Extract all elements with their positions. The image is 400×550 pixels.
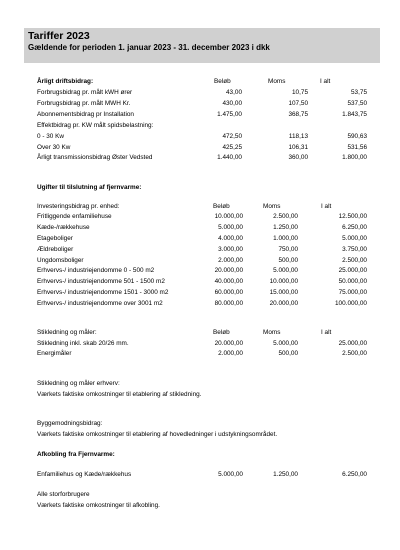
table-row-label: Energimåler [37,350,72,357]
vat-cell: 500,00 [278,257,298,264]
col-header-vat: Moms [263,329,281,336]
amount-cell: 40.000,00 [214,278,243,285]
vat-cell: 750,00 [278,246,298,253]
amount-cell: 60.000,00 [214,289,243,296]
amount-cell: 430,00 [222,100,242,107]
total-cell: 1.800,00 [342,154,367,161]
stik-subheading: Stikledning og måler: [37,329,97,336]
total-cell: 2.500,00 [342,257,367,264]
amount-cell: 425,25 [222,144,242,151]
table-row-label: Forbrugsbidrag pr. målt kWH ører [37,89,133,96]
amount-cell: 80.000,00 [214,300,243,307]
vat-cell: 2.500,00 [273,213,298,220]
vat-cell: 5.000,00 [273,267,298,274]
total-cell: 12.500,00 [338,213,367,220]
bygge-text: Værkets faktiske omkostninger til etablering af hovedledninger i udstykningsområdet. [37,431,278,438]
total-cell: 531,56 [347,144,367,151]
col-header-vat: Moms [263,203,281,210]
amount-cell: 10.000,00 [214,213,243,220]
amount-cell: 4.000,00 [218,235,243,242]
vat-cell: 10,75 [292,89,308,96]
invest-subheading: Investeringsbidrag pr. enhed: [37,203,120,210]
amount-cell: 3.000,00 [218,246,243,253]
total-cell: 75.000,00 [338,289,367,296]
vat-cell: 500,00 [278,350,298,357]
vat-cell: 20.000,00 [269,300,298,307]
vat-cell: 1.000,00 [273,235,298,242]
erhverv-text: Værkets faktiske omkostninger til etablering af stikledning. [37,391,202,398]
total-cell: 6.250,00 [342,471,367,478]
table-row-label: Erhvervs-/ industriejendomme 1501 - 3000 m2 [37,289,169,296]
total-cell: 3.750,00 [342,246,367,253]
amount-cell: 20.000,00 [214,267,243,274]
col-header-vat: Moms [268,78,286,85]
bygge-title: Byggemodningsbidrag: [37,420,103,427]
col-header-total: I alt [321,329,332,336]
afkobling-heading: Afkobling fra Fjernvarme: [37,451,115,458]
udgifter-heading: Ugifter til tilslutning af fjernvarme: [37,184,142,191]
afkobling-row-label: Enfamiliehus og Kæde/rækkehus [37,471,132,478]
col-header-amount: Beløb [213,203,230,210]
vat-cell: 5.000,00 [273,340,298,347]
table-row-label: Ungdomsboliger [37,257,84,264]
table-row-label: 0 - 30 Kw [37,133,64,140]
vat-cell: 106,31 [288,144,308,151]
amount-cell: 5.000,00 [218,224,243,231]
page-subtitle: Gældende for perioden 1. januar 2023 - 31. december 2023 i dkk [28,43,270,52]
table-row-label: Årligt transmissionsbidrag Øster Vedsted [37,154,153,161]
stor-title: Alle storforbrugere [37,491,90,498]
total-cell: 25.000,00 [338,267,367,274]
col-header-total: I alt [320,78,331,85]
amount-cell: 1.475,00 [217,111,242,118]
table-row-label: Forbrugsbidrag pr. målt MWH Kr. [37,100,131,107]
amount-cell: 20.000,00 [214,340,243,347]
erhverv-title: Stikledning og måler erhverv: [37,380,120,387]
total-cell: 5.000,00 [342,235,367,242]
col-header-amount: Beløb [214,78,231,85]
drift-heading: Årligt driftsbidrag: [37,78,94,85]
stor-text: Værkets faktiske omkostninger til afkobling. [37,502,160,509]
table-row-label: Etageboliger [37,235,73,242]
col-header-total: I alt [321,203,332,210]
table-row-label: Ældreboliger [37,246,74,253]
amount-cell: 472,50 [222,133,242,140]
table-row-label: Over 30 Kw [37,144,71,151]
total-cell: 590,63 [347,133,367,140]
vat-cell: 107,50 [288,100,308,107]
table-row-label: Erhvervs-/ industriejendomme 0 - 500 m2 [37,267,155,274]
title-banner [24,28,380,63]
total-cell: 1.843,75 [342,111,367,118]
total-cell: 50.000,00 [338,278,367,285]
vat-cell: 1.250,00 [273,224,298,231]
vat-cell: 15.000,00 [269,289,298,296]
amount-cell: 1.440,00 [217,154,242,161]
table-row-label: Erhvervs-/ industriejendomme over 3001 m2 [37,300,163,307]
amount-cell: 43,00 [226,89,242,96]
vat-cell: 118,13 [288,133,308,140]
amount-cell: 5.000,00 [218,471,243,478]
total-cell: 2.500,00 [342,350,367,357]
vat-cell: 368,75 [288,111,308,118]
amount-cell: 2.000,00 [218,257,243,264]
vat-cell: 10.000,00 [269,278,298,285]
page-title: Tariffer 2023 [28,30,90,42]
col-header-amount: Beløb [213,329,230,336]
table-row-label: Erhvervs-/ industriejendomme 501 - 1500 m2 [37,278,165,285]
vat-cell: 1.250,00 [273,471,298,478]
table-row-label: Kæde-/rækkehuse [37,224,90,231]
total-cell: 6.250,00 [342,224,367,231]
total-cell: 100.000,00 [335,300,367,307]
vat-cell: 360,00 [288,154,308,161]
table-row-label: Effektbidrag pr. KW målt spidsbelastning: [37,122,154,129]
amount-cell: 2.000,00 [218,350,243,357]
table-row-label: Fritliggende enfamiliehuse [37,213,112,220]
total-cell: 53,75 [351,89,367,96]
total-cell: 537,50 [347,100,367,107]
table-row-label: Abonnementsbidrag pr Installation [37,111,134,118]
table-row-label: Stikledning inkl. skab 20/26 mm. [37,340,129,347]
total-cell: 25.000,00 [338,340,367,347]
